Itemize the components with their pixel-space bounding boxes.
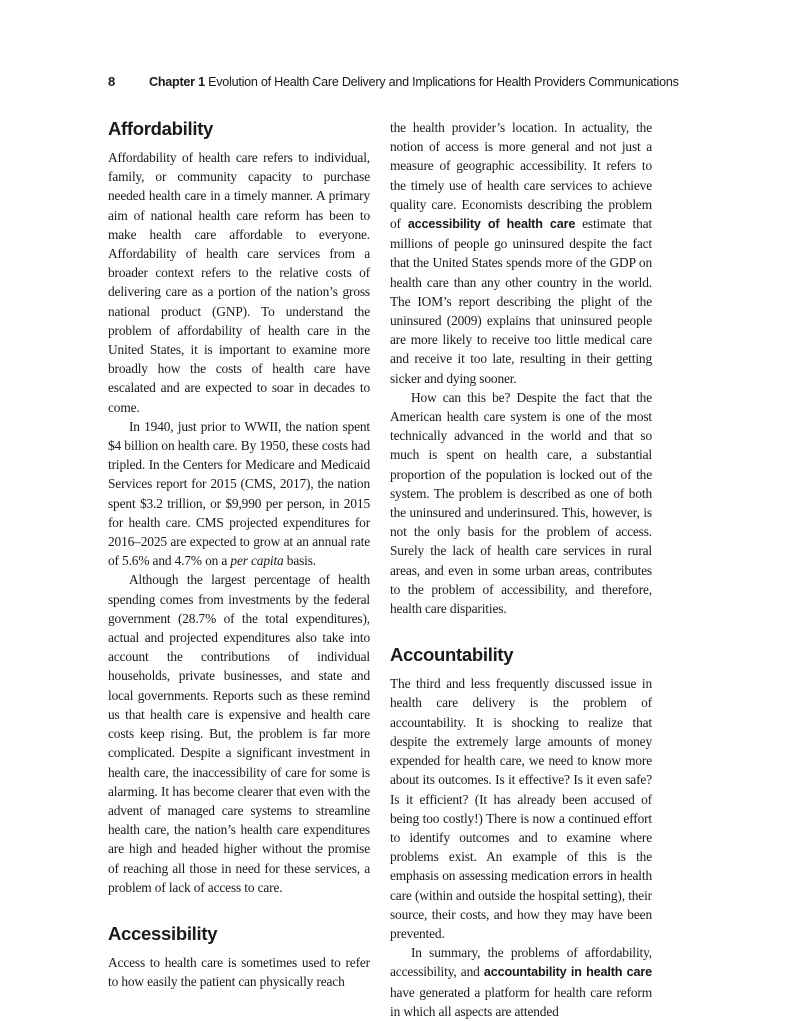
accountability-p2-text-a: In summary, the problems of affordability, accessibility, and	[390, 945, 652, 980]
chapter-title: Evolution of Health Care Delivery and Implications for Health Providers Communications	[208, 75, 679, 89]
accountability-term: accountability in health care	[483, 965, 652, 980]
right-column	[390, 118, 652, 1021]
chapter-label: Chapter 1	[148, 75, 205, 89]
accessibility-heading: Accessibility	[108, 922, 218, 944]
affordability-heading: Affordability	[108, 118, 214, 139]
accountability-heading: Accountability	[390, 644, 514, 666]
accessibility-paragraph-2: How can this be? Despite the fact that the American health care system is one of the most technically advanced in the world and that so much is spent on health care, a substantial proportion of the population is locked out of the system. The problem is described as one of both the uninsured and underinsured. This, however, is not the only basis for the problem of access. Surely the lack of health care services in rural areas, and even in some urban areas, contributes to the problem of accessibility, and therefore, health care disparities.	[390, 389, 652, 617]
accessibility-paragraph-1-start: Access to health care is sometimes used to refer to how easily the patient can physically reach	[108, 954, 370, 990]
affordability-paragraph-3: Although the largest percentage of health spending comes from investments by the federal government (28.7% of the total expenditures), actual and projected expenditures also take into account the contributions of individual households, private businesses, and state and local governments. Reports such as these remind us that health care is expensive and health care costs keep rising. But, the problem is far more complicated. Despite a significant investment in health care, the inaccessibility of care for some is alarming. It has become clearer that even with the advent of managed care systems to streamline health care, the nation’s health care expenditures are high and headed higher without the promise of reaching all those in need for these services, a problem of lack of access to care.	[108, 572, 370, 895]
accessibility-p1-text-a: the health provider’s location. In actuality, the notion of access is more general and not just a measure of geographic accessibility. It refers to the timely use of health care services to achieve quality care. Economists describing the problem of	[390, 120, 652, 232]
affordability-p2-text-a: In 1940, just prior to WWII, the nation spent $4 billion on health care. By 1950, these costs had tripled. In the Centers for Medicare and Medicaid Services report for 2015 (CMS, 2017), the nation spent $3.2 trillion, or $9,990 per person, in 2015 for health care. CMS projected expenditures for 2016–2025 are expected to grow at an annual rate of 5.6% and 4.7% on a	[108, 418, 370, 569]
left-column	[108, 116, 370, 991]
page-number: 8	[108, 74, 115, 89]
accessibility-p1-text-b: estimate that millions of people go uninsured despite the fact that the United States spends more of the GDP on health care than any other country in the world. The IOM’s report describing the plight of the uninsured (2009) explains that uninsured people are more likely to receive too little medical care and receive it too late, resulting in their getting sicker and dying sooner.	[390, 216, 652, 386]
accessibility-term: accessibility of health care	[407, 217, 576, 232]
affordability-paragraph-1: Affordability of health care refers to individual, family, or community capacity to purchase needed health care in a timely manner. A primary aim of national health care reform has been to make health care affordable to everyone. Affordability of health care services from a broader context refers to the relative costs of delivering care as a portion of the nation’s gross national product (GNP). To understand the problem of affordability of health care in the United States, it is important to examine more broadly how the costs of health care have escalated and are expected to soar in decades to come.	[108, 150, 370, 415]
accountability-paragraph-1: The third and less frequently discussed issue in health care delivery is the problem of accountability. It is shocking to realize that despite the extremely large amounts of money expended for health care, we need to know more about its outcomes. Is it effective? Is it even safe? Is it efficient? (It has already been accused of being too costly!) There is now a continued effort to identify outcomes and to examine where problems exist. An example of this is the emphasis on assessing medication errors in health care (within and outside the hospital setting), their source, their costs, and how they may have been prevented.	[390, 676, 652, 941]
accessibility-paragraph-1-continued	[390, 118, 652, 388]
affordability-paragraph-2	[108, 417, 370, 571]
accountability-paragraph-2	[390, 943, 652, 1021]
running-header	[108, 74, 679, 89]
affordability-p2-text-b: basis.	[283, 553, 317, 569]
accountability-p2-text-b: have generated a platform for health care reform in which all aspects are attended	[390, 984, 652, 1019]
per-capita-term: per capita	[230, 553, 284, 569]
